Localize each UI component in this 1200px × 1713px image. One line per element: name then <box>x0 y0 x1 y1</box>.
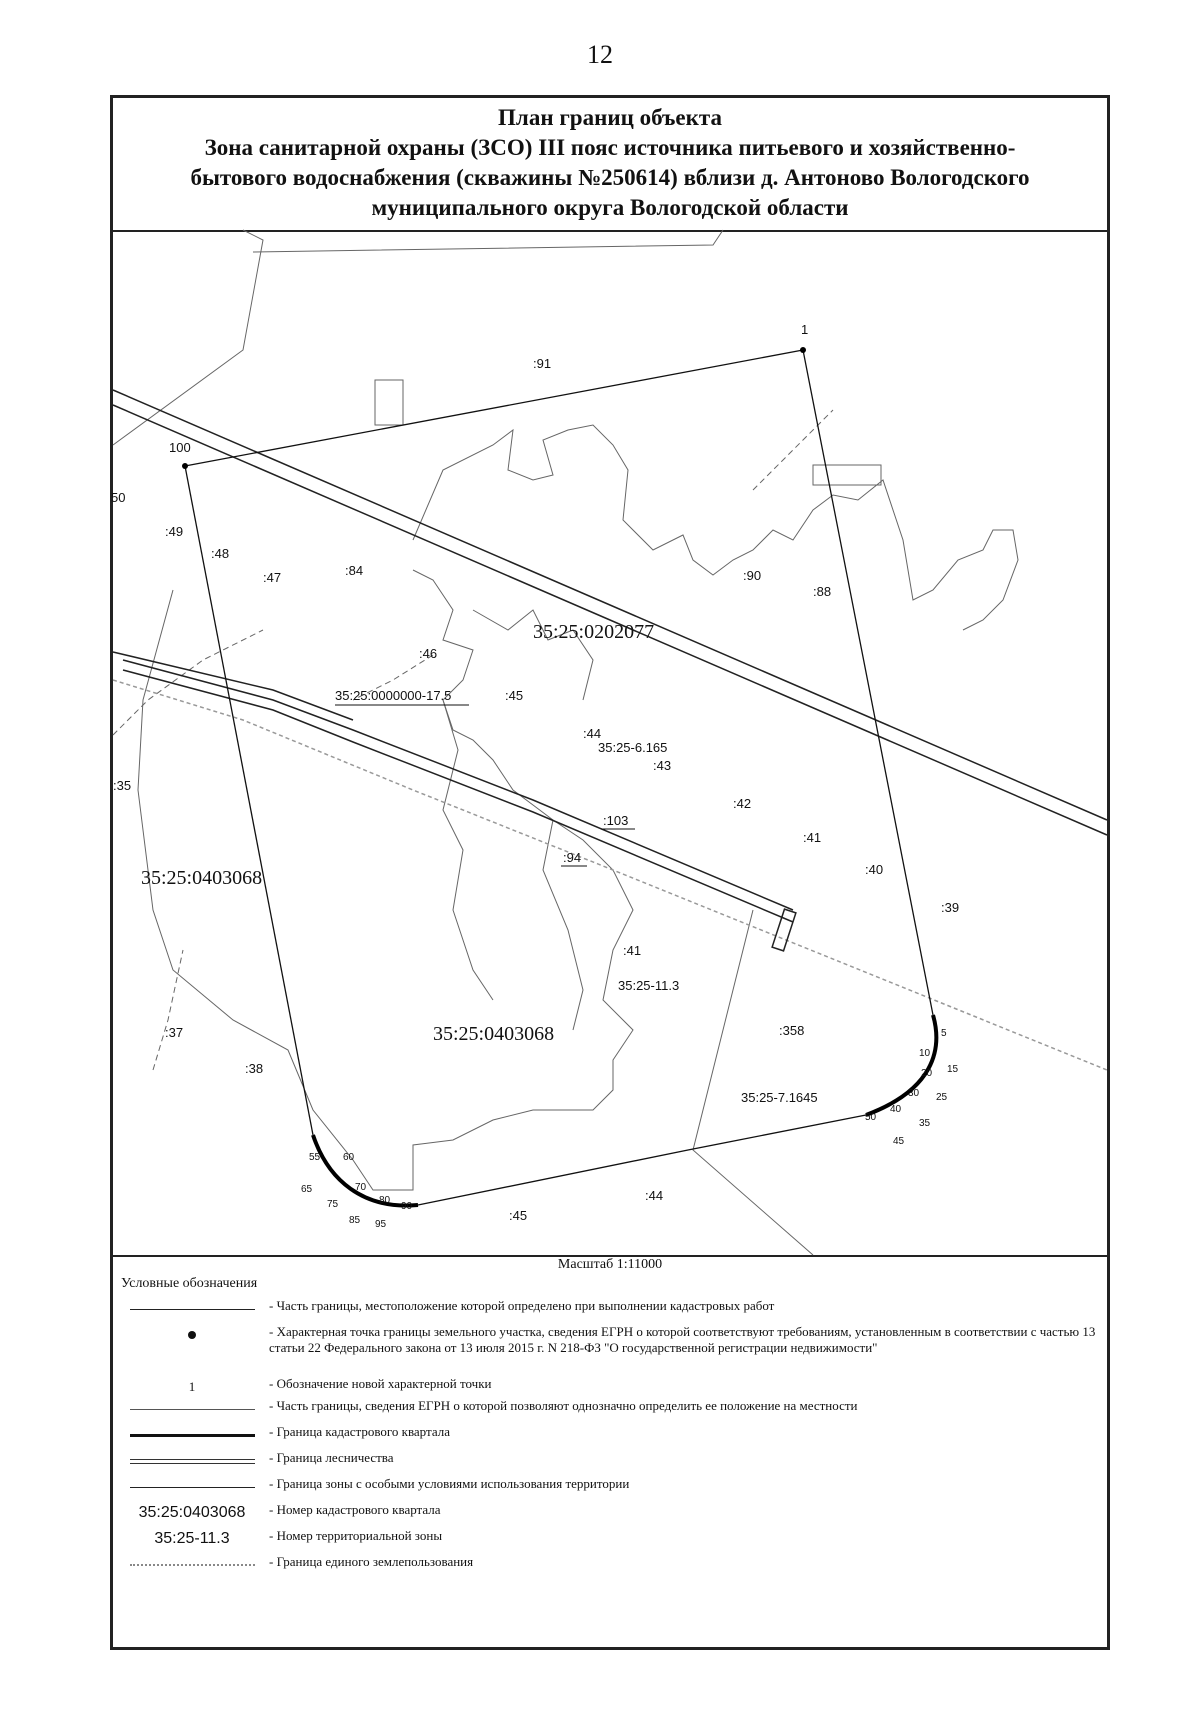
arc-right-label: 5 <box>941 1028 947 1039</box>
legend-text: - Обозначение новой характерной точки <box>269 1376 492 1391</box>
label-pt-1: 1 <box>801 322 809 337</box>
arc-left-label: 55 <box>309 1152 321 1163</box>
label-q45-top: :45 <box>505 688 524 703</box>
title-line-2: Зона санитарной охраны (ЗСО) III пояс источника питьевого и хозяйственно- <box>204 135 1016 160</box>
label-q48: :48 <box>211 546 230 561</box>
label-q41-top: :41 <box>803 830 822 845</box>
arc-right-label: 45 <box>893 1136 905 1147</box>
contour-top-left <box>113 230 263 445</box>
label-q39: :39 <box>941 900 960 915</box>
title-line-4: муниципального округа Вологодской области <box>371 195 849 220</box>
background-contours <box>113 230 1018 1255</box>
legend-symbol-quarter-number: 35:25:0403068 <box>138 1504 246 1521</box>
label-q84: :84 <box>345 563 364 578</box>
legend-symbol-quarter-line <box>130 1434 255 1437</box>
legend-symbol-zone-line <box>130 1487 255 1488</box>
legend-item-unified-land-use <box>121 1554 1101 1580</box>
arc-right-label: 10 <box>919 1048 931 1059</box>
map-text <box>111 322 959 1223</box>
label-q35: :35 <box>113 778 132 793</box>
label-q358: :358 <box>779 1023 805 1038</box>
page-number: 12 <box>587 40 613 69</box>
legend-text: - Номер территориальной зоны <box>269 1528 443 1543</box>
label-q46: :46 <box>419 646 438 661</box>
label-q103: :103 <box>603 813 629 828</box>
label-zone-6165: 35:25-6.165 <box>598 740 668 755</box>
arc-left-labels <box>301 1152 413 1230</box>
legend-text: - Граница единого землепользования <box>269 1554 474 1569</box>
legend-symbol-new-point: 1 <box>188 1379 196 1394</box>
boundary-point-1 <box>800 347 806 353</box>
boundary-point-100 <box>182 463 188 469</box>
label-q88: :88 <box>813 584 832 599</box>
legend-title: Условные обозначения <box>121 1276 258 1291</box>
arc-left-label: 60 <box>343 1152 355 1163</box>
arc-right-label: 20 <box>921 1068 933 1079</box>
legend-symbol-dotted-line <box>130 1564 255 1566</box>
label-q44-top: :44 <box>583 726 602 741</box>
title-line-3: бытового водоснабжения (скважины №250614) вблизи д. Антоново Вологодского <box>190 165 1030 190</box>
arc-right-label: 50 <box>865 1112 877 1123</box>
legend-text: - Номер кадастрового квартала <box>269 1502 441 1517</box>
legend-item-new-point <box>121 1376 1101 1398</box>
arc-left-label: 95 <box>375 1219 387 1230</box>
building-1 <box>813 465 881 485</box>
label-q91: :91 <box>533 356 552 371</box>
legend-item-forestry-boundary <box>121 1450 1101 1476</box>
label-q45-bot: :45 <box>509 1208 528 1223</box>
label-q90: :90 <box>743 568 762 583</box>
label-q40: :40 <box>865 862 884 877</box>
arc-right-label: 15 <box>947 1064 959 1075</box>
arc-left-label: 90 <box>401 1201 413 1212</box>
label-quarter-center: 35:25:0403068 <box>433 1023 555 1045</box>
legend-symbol-point-dot <box>188 1331 196 1339</box>
scale-label: Масштаб 1:11000 <box>557 1257 663 1272</box>
label-pt-100: 100 <box>169 440 191 455</box>
contour-358 <box>693 910 813 1255</box>
legend-symbol-forestry-line <box>130 1459 255 1464</box>
contour-dashed-2 <box>153 950 183 1070</box>
label-quarter-left: 35:25:0403068 <box>141 867 263 889</box>
label-q44-bot: :44 <box>645 1188 664 1203</box>
label-q47: :47 <box>263 570 282 585</box>
contour-top <box>253 230 723 252</box>
label-q38: :38 <box>245 1061 264 1076</box>
legend-item-egrn-boundary <box>121 1398 1101 1424</box>
title-line-1: План границ объекта <box>498 105 722 130</box>
cadastral-map <box>113 230 1107 1255</box>
label-q94: :94 <box>563 850 582 865</box>
legend-item-zone-number <box>121 1528 1101 1554</box>
legend-symbol-egrn-line <box>130 1409 255 1410</box>
legend-item-special-zone-boundary <box>121 1476 1101 1502</box>
boundary-arc-left <box>313 1135 418 1206</box>
arc-left-label: 65 <box>301 1184 313 1195</box>
contour-inner-1 <box>443 700 493 1000</box>
legend-symbol-zone-number: 35:25-11.3 <box>154 1530 230 1547</box>
label-q37: :37 <box>165 1025 184 1040</box>
arc-right-label: 35 <box>919 1118 931 1129</box>
legend-text: - Часть границы, сведения ЕГРН о которой позволяют однозначно определить ее положение на местности <box>269 1398 858 1413</box>
legend-text: - Граница лесничества <box>269 1450 394 1465</box>
arc-right-label: 40 <box>890 1104 902 1115</box>
object-boundary <box>185 350 933 1205</box>
arc-right-labels <box>865 1028 959 1147</box>
legend-text: - Граница кадастрового квартала <box>269 1424 450 1439</box>
arc-right-label: 30 <box>908 1088 920 1099</box>
boundary-arc-right <box>866 1015 936 1115</box>
legend-item-quarter-boundary <box>121 1424 1101 1450</box>
legend <box>121 1276 1101 1580</box>
legend-text: - Часть границы, местоположение которой определено при выполнении кадастровых работ <box>269 1298 775 1313</box>
legend-symbol-thin-line <box>130 1309 255 1310</box>
label-zone-71645: 35:25-7.1645 <box>741 1090 818 1105</box>
arc-left-label: 80 <box>379 1195 391 1206</box>
label-q49: :49 <box>165 524 184 539</box>
legend-item-characteristic-point <box>121 1324 1101 1376</box>
legend-text: - Характерная точка границы земельного участка, сведения ЕГРН о которой соответствуют требованиям, установленным в соответствии с частью 13 статьи 22 Федерального закона от 13 июля 2015 г. N 218-ФЗ "О государственной регистрации недвижимости" <box>269 1324 1096 1355</box>
label-zone-road: 35:25:0000000-17.5 <box>335 688 452 703</box>
building-2 <box>375 380 403 425</box>
label-q41-mid: :41 <box>623 943 642 958</box>
plan-frame <box>110 95 1110 1650</box>
road-upper <box>113 390 1107 835</box>
arc-left-label: 75 <box>327 1199 339 1210</box>
arc-left-label: 70 <box>355 1182 367 1193</box>
legend-text: - Граница зоны с особыми условиями использования территории <box>269 1476 630 1491</box>
map-area <box>113 230 1107 1257</box>
arc-right-label: 25 <box>936 1092 948 1103</box>
label-zone-113: 35:25-11.3 <box>618 978 680 993</box>
arc-left-label: 85 <box>349 1215 361 1226</box>
contour-village <box>413 425 1018 630</box>
contour-dashed-3 <box>753 410 833 490</box>
label-q50: 50 <box>111 490 126 505</box>
label-q43: :43 <box>653 758 672 773</box>
legend-item-cadastral-work-boundary <box>121 1298 1101 1324</box>
title-block <box>113 98 1107 232</box>
legend-item-quarter-number <box>121 1502 1101 1528</box>
label-q42: :42 <box>733 796 752 811</box>
label-quarter-top: 35:25:0202077 <box>533 621 655 643</box>
